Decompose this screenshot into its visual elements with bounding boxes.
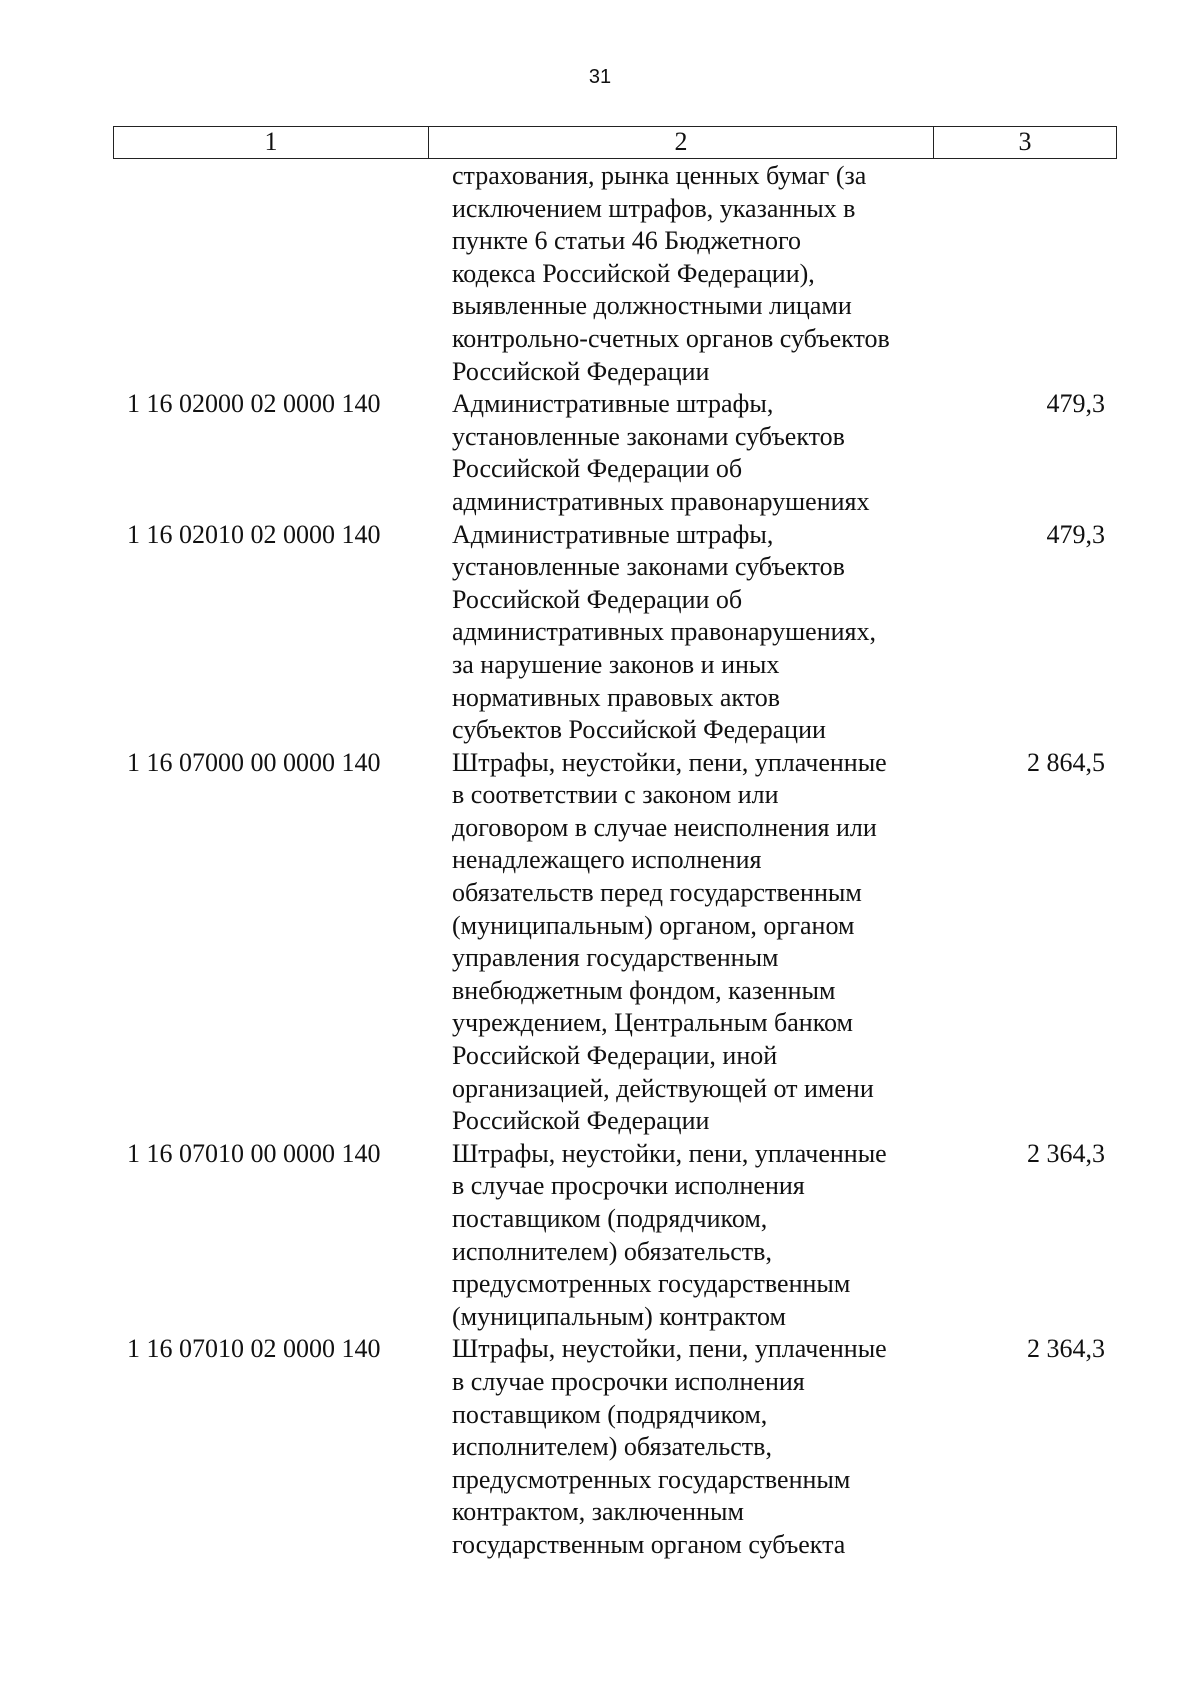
column-header-2: 2 <box>429 127 934 158</box>
description-line: в соответствии с законом или <box>452 780 779 810</box>
description-line: за нарушение законов и иных <box>452 649 780 679</box>
description-line: исполнителем) обязательств, <box>452 1236 772 1266</box>
table-row <box>113 747 1117 1138</box>
description-line: договором в случае неисполнения или <box>452 812 877 842</box>
budget-code: 1 16 07010 00 0000 140 <box>127 1138 381 1168</box>
description-line: предусмотренных государственным <box>452 1269 851 1299</box>
description-line: предусмотренных государственным <box>452 1464 851 1494</box>
budget-code: 1 16 07000 00 0000 140 <box>127 747 381 777</box>
description-line: в случае просрочки исполнения <box>452 1171 805 1201</box>
description-line: субъектов Российской Федерации <box>452 715 826 745</box>
amount: 2 364,3 <box>1027 1334 1105 1364</box>
description-line: внебюджетным фондом, казенным <box>452 975 836 1005</box>
table-body <box>113 160 1117 1562</box>
table-header <box>113 126 1117 159</box>
description-line: обязательств перед государственным <box>452 878 862 908</box>
budget-code: 1 16 07010 02 0000 140 <box>127 1334 381 1364</box>
revenue-description <box>428 388 933 518</box>
description-line: кодекса Российской Федерации), <box>452 258 815 288</box>
description-line: контрольно-счетных органов субъектов <box>452 323 890 353</box>
description-line: (муниципальным) органом, органом <box>452 910 855 940</box>
revenue-description <box>428 160 933 388</box>
revenue-description <box>428 1333 933 1561</box>
description-line: Российской Федерации <box>452 356 710 386</box>
amount: 2 364,3 <box>1027 1138 1105 1168</box>
description-line: ненадлежащего исполнения <box>452 845 762 875</box>
description-line: пункте 6 статьи 46 Бюджетного <box>452 226 801 256</box>
revenue-description <box>428 519 933 747</box>
table-row <box>113 1138 1117 1334</box>
description-line: Российской Федерации, иной <box>452 1041 778 1071</box>
description-line: организацией, действующей от имени <box>452 1073 874 1103</box>
amount <box>933 160 1117 388</box>
table-row <box>113 388 1117 518</box>
description-line: Административные штрафы, <box>452 519 774 549</box>
description-line: Штрафы, неустойки, пени, уплаченные <box>452 747 887 777</box>
description-line: Административные штрафы, <box>452 389 774 419</box>
budget-code <box>113 160 428 388</box>
description-line: управления государственным <box>452 943 779 973</box>
description-line: нормативных правовых актов <box>452 682 781 712</box>
column-header-1: 1 <box>114 127 429 158</box>
description-line: административных правонарушениях <box>452 486 870 516</box>
description-line: страхования, рынка ценных бумаг (за <box>452 161 867 190</box>
description-line: (муниципальным) контрактом <box>452 1301 786 1331</box>
description-line: административных правонарушениях, <box>452 617 876 647</box>
description-line: поставщиком (подрядчиком, <box>452 1399 768 1429</box>
description-line: поставщиком (подрядчиком, <box>452 1204 768 1233</box>
description-line: выявленные должностными лицами <box>452 291 852 321</box>
page-number: 31 <box>588 66 612 88</box>
description-line: контрактом, заключенным <box>452 1497 744 1527</box>
budget-code: 1 16 02000 02 0000 140 <box>127 389 381 419</box>
description-line: Штрафы, неустойки, пени, уплаченные <box>452 1138 887 1168</box>
amount: 479,3 <box>1046 519 1105 549</box>
table-row <box>113 1333 1117 1561</box>
description-line: Штрафы, неустойки, пени, уплаченные <box>452 1334 887 1364</box>
description-line: исполнителем) обязательств, <box>452 1432 772 1462</box>
revenue-description <box>428 1138 933 1334</box>
description-line: Российской Федерации об <box>452 454 743 484</box>
amount: 2 864,5 <box>1027 747 1105 777</box>
description-line: государственным органом субъекта <box>452 1529 846 1559</box>
budget-code: 1 16 02010 02 0000 140 <box>127 519 381 549</box>
description-line: исключением штрафов, указанных в <box>452 193 856 223</box>
table-row <box>113 519 1117 747</box>
description-line: установленные законами субъектов <box>452 421 845 451</box>
description-line: учреждением, Центральным банком <box>452 1008 853 1038</box>
column-header-3: 3 <box>1018 127 1032 156</box>
table-row <box>113 160 1117 388</box>
revenue-description <box>428 747 933 1138</box>
description-line: в случае просрочки исполнения <box>452 1366 805 1396</box>
amount: 479,3 <box>1046 389 1105 419</box>
description-line: установленные законами субъектов <box>452 552 845 582</box>
description-line: Российской Федерации <box>452 1106 710 1136</box>
description-line: Российской Федерации об <box>452 584 743 614</box>
